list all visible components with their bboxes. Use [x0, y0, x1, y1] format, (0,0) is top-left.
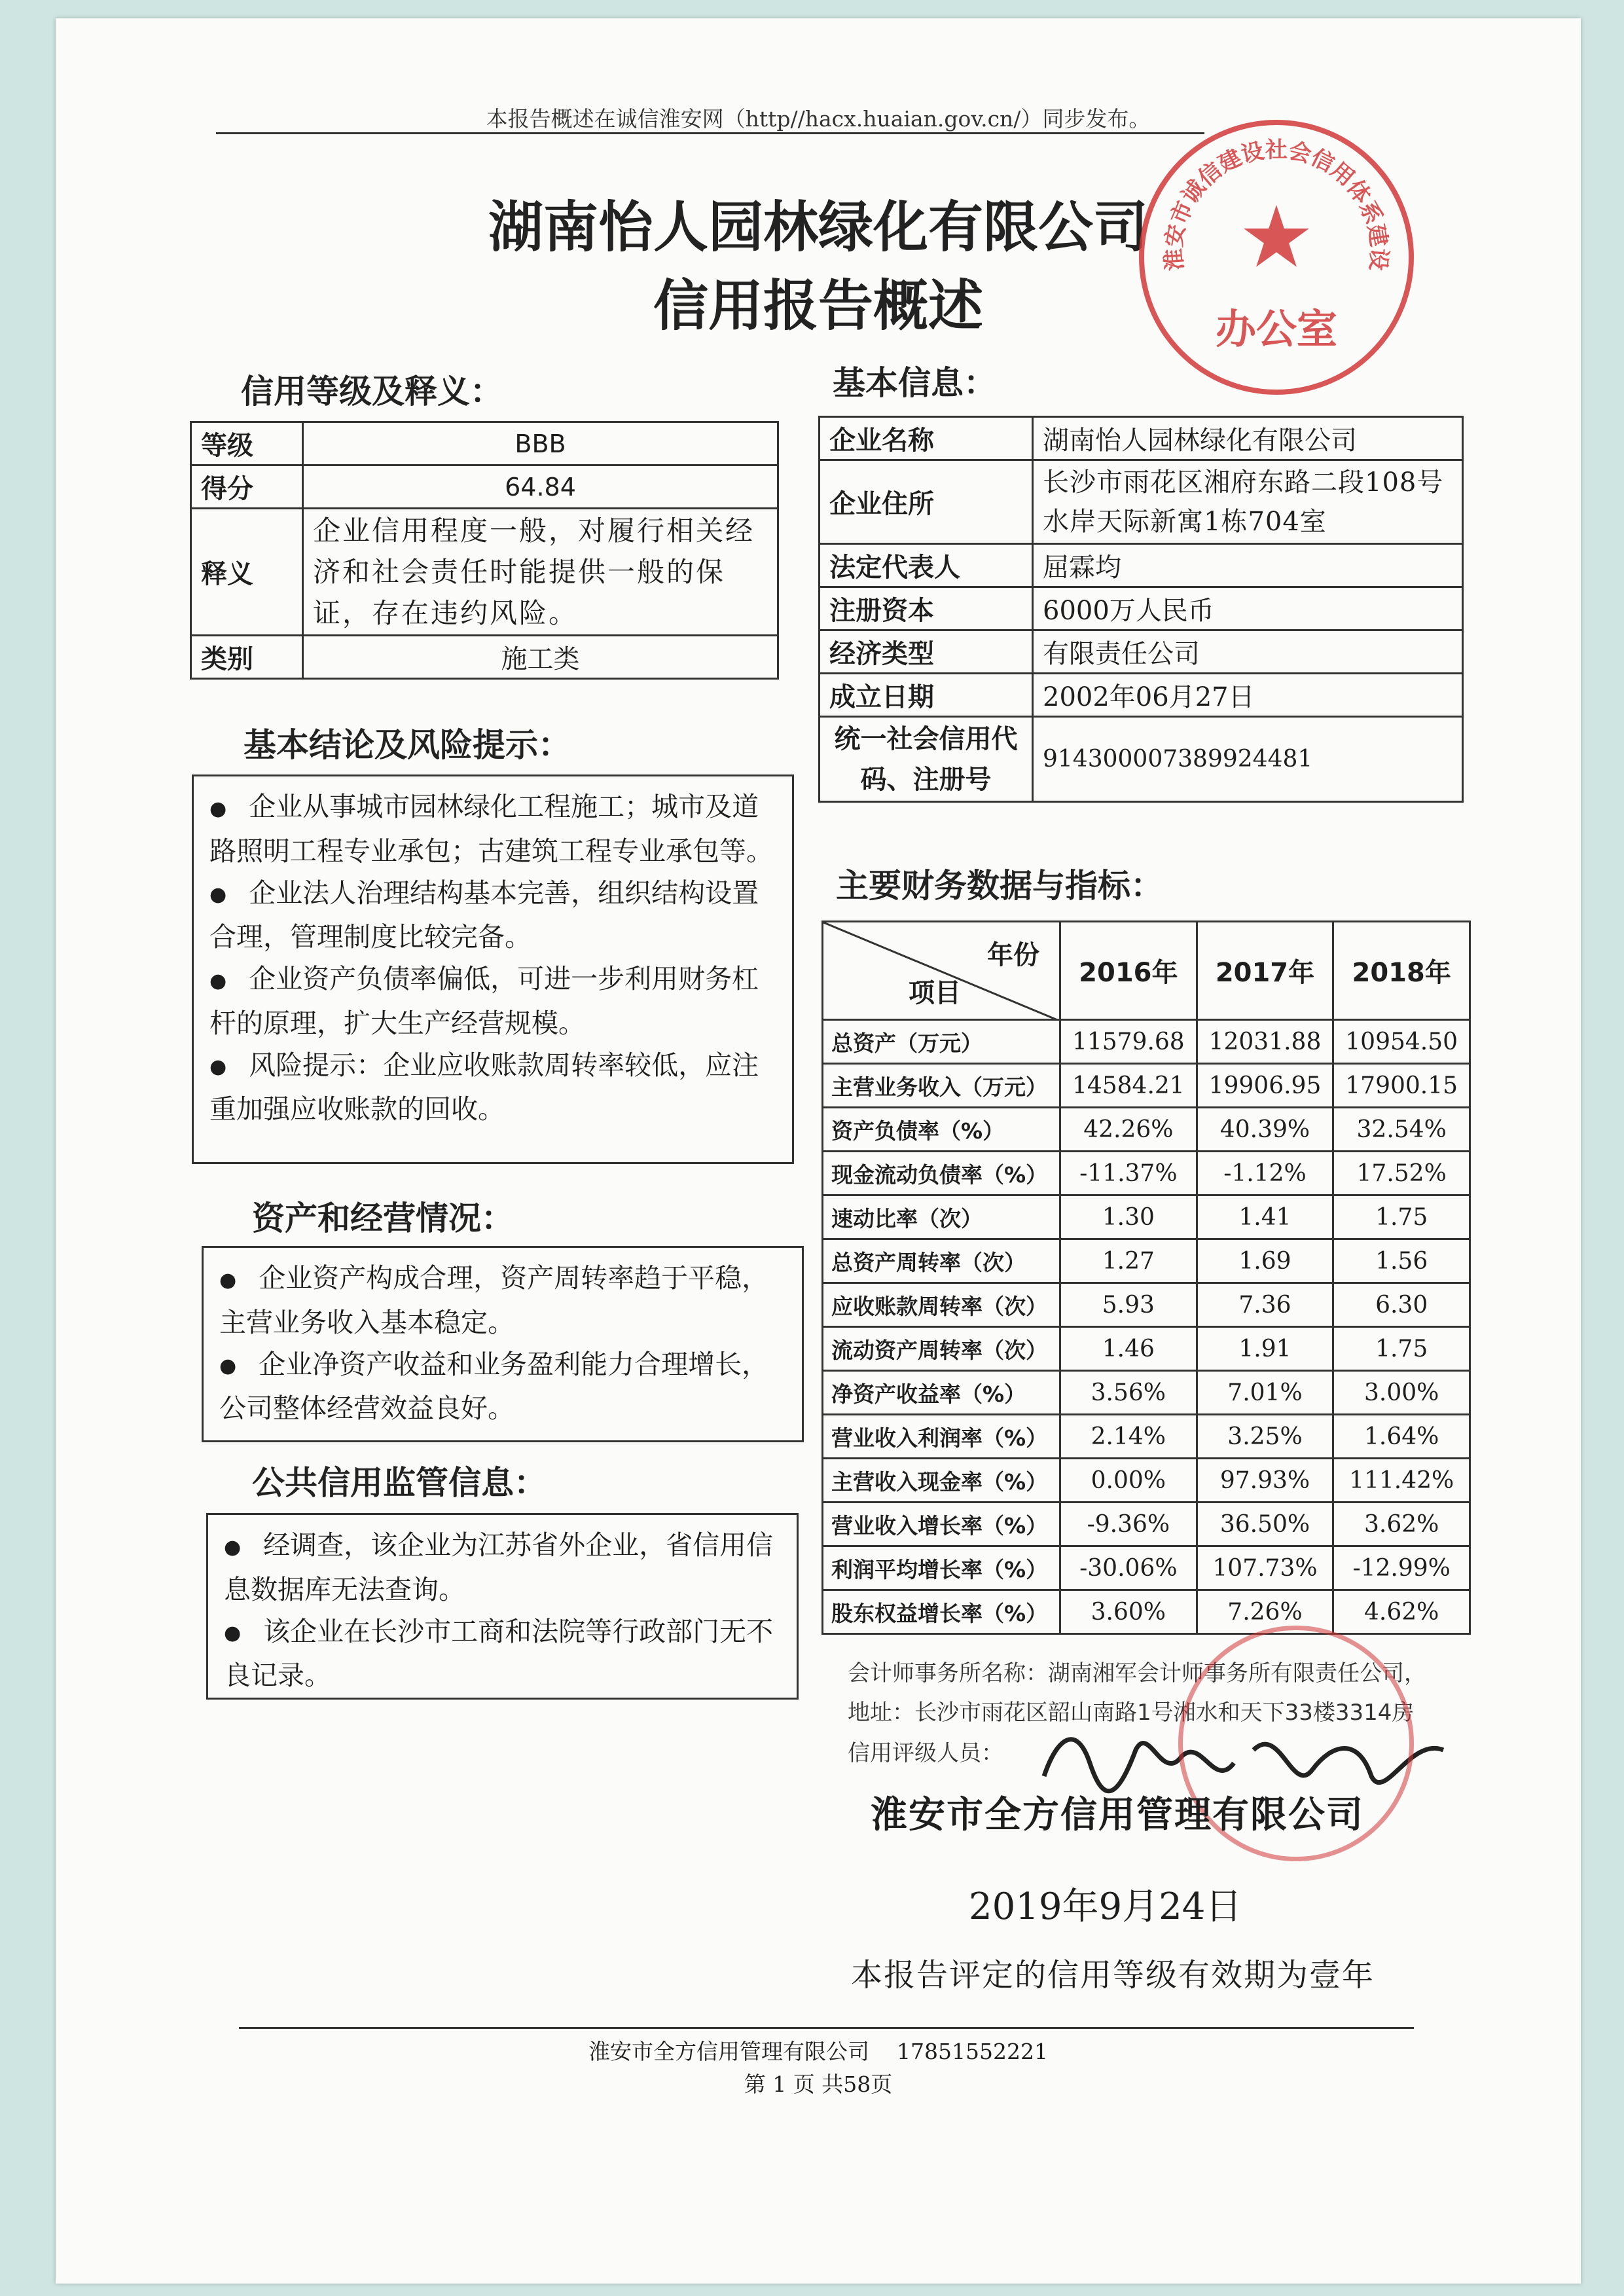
header-rule — [216, 132, 1204, 134]
finance-cell: 1.75 — [1333, 1195, 1470, 1239]
finance-cell: 19906.95 — [1197, 1064, 1333, 1108]
report-page — [56, 18, 1581, 2284]
year-header: 2017年 — [1197, 922, 1333, 1020]
official-seal — [1139, 120, 1414, 395]
list-item: ● 企业从事城市园林绿化工程施工；城市及道路照明工程专业承包；古建筑工程专业承包等。 — [209, 791, 773, 867]
finance-row-label: 利润平均增长率（%） — [823, 1546, 1060, 1590]
finance-cell: 1.41 — [1197, 1195, 1333, 1239]
finance-cell: -9.36% — [1060, 1503, 1197, 1546]
seal-star-icon: ★ — [1238, 187, 1315, 287]
seal-office-text: 办公室 — [1215, 305, 1337, 353]
finance-cell: 3.62% — [1333, 1503, 1470, 1546]
bullet-icon: ● — [219, 1268, 237, 1292]
finance-body — [823, 1020, 1470, 1634]
corner-item-label: 项目 — [909, 978, 961, 1008]
finance-cell: 10954.50 — [1333, 1020, 1470, 1064]
company-address-value: 长沙市雨花区湘府东路二段108号水岸天际新寓1栋704室 — [1033, 460, 1463, 544]
finance-cell: 1.27 — [1060, 1239, 1197, 1283]
credit-grade: BBB — [303, 422, 778, 465]
public-box — [206, 1513, 799, 1700]
public-section-title: 公共信用监管信息： — [252, 1464, 547, 1502]
finance-cell: 1.75 — [1333, 1327, 1470, 1371]
finance-cell: -11.37% — [1060, 1152, 1197, 1195]
bullet-icon: ● — [209, 969, 227, 993]
credit-code-value: 914300007389924481 — [1033, 717, 1463, 802]
finance-row-label: 应收账款周转率（次） — [823, 1283, 1060, 1327]
table-row — [823, 1459, 1470, 1503]
basic-label: 法定代表人 — [820, 544, 1033, 587]
finance-cell: 1.46 — [1060, 1327, 1197, 1371]
table-row — [823, 1327, 1470, 1371]
basic-section-title: 基本信息： — [833, 364, 996, 402]
accountant-name: 会计师事务所名称：湖南湘军会计师事务所有限责任公司， — [848, 1660, 1426, 1686]
report-title: 信用报告概述 — [653, 274, 983, 338]
finance-cell: 17900.15 — [1333, 1064, 1470, 1108]
list-item: ● 风险提示：企业应收账款周转率较低，应注重加强应收账款的回收。 — [209, 1049, 759, 1125]
finance-cell: 3.60% — [1060, 1590, 1197, 1634]
bullet-icon: ● — [209, 883, 227, 906]
basic-label: 企业名称 — [820, 417, 1033, 460]
finance-cell: 6.30 — [1333, 1283, 1470, 1327]
basic-info-table — [818, 416, 1464, 803]
finance-cell: 111.42% — [1333, 1459, 1470, 1503]
conclusion-section-title: 基本结论及风险提示： — [244, 726, 571, 764]
finance-cell: 7.01% — [1197, 1371, 1333, 1415]
publication-note: 本报告概述在诚信淮安网（http//hacx.huaian.gov.cn/）同步发布。 — [486, 106, 1151, 132]
finance-cell: 17.52% — [1333, 1152, 1470, 1195]
finance-cell: 5.93 — [1060, 1283, 1197, 1327]
table-row — [191, 422, 778, 465]
finance-cell: 3.56% — [1060, 1371, 1197, 1415]
list-item: ● 经调查，该企业为江苏省外企业，省信用信息数据库无法查询。 — [224, 1529, 774, 1605]
finance-cell: 7.26% — [1197, 1590, 1333, 1634]
year-header: 2016年 — [1060, 922, 1197, 1020]
economic-type-value: 有限责任公司 — [1033, 630, 1463, 674]
bullet-icon: ● — [224, 1535, 242, 1559]
bullet-icon: ● — [219, 1355, 237, 1377]
credit-definition: 企业信用程度一般，对履行相关经济和社会责任时能提供一般的保证，存在违约风险。 — [303, 509, 778, 636]
table-row — [820, 460, 1463, 544]
legal-rep-value: 屈霖均 — [1033, 544, 1463, 587]
established-date-value: 2002年06月27日 — [1033, 674, 1463, 717]
table-row — [823, 1108, 1470, 1152]
credit-label: 类别 — [191, 636, 303, 679]
finance-row-label: 主营收入现金率（%） — [823, 1459, 1060, 1503]
table-row — [823, 1415, 1470, 1459]
assets-section-title: 资产和经营情况： — [252, 1199, 514, 1237]
validity-note: 本报告评定的信用等级有效期为壹年 — [851, 1957, 1375, 1994]
rating-company: 淮安市全方信用管理有限公司 — [871, 1794, 1364, 1836]
finance-cell: 3.00% — [1333, 1371, 1470, 1415]
finance-cell: 7.36 — [1197, 1283, 1333, 1327]
finance-cell: 32.54% — [1333, 1108, 1470, 1152]
finance-row-label: 净资产收益率（%） — [823, 1371, 1060, 1415]
accountant-address: 地址：长沙市雨花区韶山南路1号湘水和天下33楼3314房 — [848, 1700, 1415, 1726]
finance-cell: 2.14% — [1060, 1415, 1197, 1459]
table-row — [823, 922, 1470, 1020]
finance-cell: -1.12% — [1197, 1152, 1333, 1195]
table-row — [823, 1283, 1470, 1327]
table-row — [823, 1503, 1470, 1546]
finance-cell: -30.06% — [1060, 1546, 1197, 1590]
finance-cell: 1.56 — [1333, 1239, 1470, 1283]
finance-cell: -12.99% — [1333, 1546, 1470, 1590]
footer-company-phone: 淮安市全方信用管理有限公司 17851552221 — [588, 2039, 1048, 2064]
footer-rule — [239, 2027, 1414, 2029]
finance-cell: 4.62% — [1333, 1590, 1470, 1634]
finance-table — [821, 920, 1471, 1635]
finance-corner-cell — [823, 922, 1060, 1020]
list-item: ● 企业资产构成合理，资产周转率趋于平稳，主营业务收入基本稳定。 — [219, 1262, 769, 1338]
table-row — [191, 509, 778, 636]
table-row — [823, 1195, 1470, 1239]
table-row — [823, 1546, 1470, 1590]
basic-label: 经济类型 — [820, 630, 1033, 674]
assets-box — [202, 1246, 804, 1442]
table-row — [823, 1020, 1470, 1064]
bullet-icon: ● — [209, 1055, 227, 1078]
finance-cell: 42.26% — [1060, 1108, 1197, 1152]
table-row — [820, 587, 1463, 630]
basic-label: 统一社会信用代码、注册号 — [820, 717, 1033, 802]
finance-cell: 1.69 — [1197, 1239, 1333, 1283]
finance-row-label: 股东权益增长率（%） — [823, 1590, 1060, 1634]
credit-table — [190, 421, 779, 680]
finance-cell: 36.50% — [1197, 1503, 1333, 1546]
list-item: ● 企业净资产收益和业务盈利能力合理增长，公司整体经营效益良好。 — [219, 1348, 769, 1424]
list-item: ● 企业法人治理结构基本完善，组织结构设置合理，管理制度比较完备。 — [209, 877, 759, 953]
basic-label: 注册资本 — [820, 587, 1033, 630]
company-title: 湖南怡人园林绿化有限公司 — [488, 195, 1148, 259]
table-row — [191, 465, 778, 509]
credit-score: 64.84 — [303, 465, 778, 509]
credit-label: 释义 — [191, 509, 303, 636]
table-row — [820, 630, 1463, 674]
finance-cell: 0.00% — [1060, 1459, 1197, 1503]
credit-category: 施工类 — [303, 636, 778, 679]
table-row — [823, 1239, 1470, 1283]
finance-cell: 1.30 — [1060, 1195, 1197, 1239]
finance-row-label: 主营业务收入（万元） — [823, 1064, 1060, 1108]
basic-label: 成立日期 — [820, 674, 1033, 717]
finance-row-label: 资产负债率（%） — [823, 1108, 1060, 1152]
table-row — [823, 1064, 1470, 1108]
svg-text:淮安市诚信建设社会信用体系建设工作领导小组: 淮安市诚信建设社会信用体系建设 — [1161, 137, 1392, 272]
finance-cell: 11579.68 — [1060, 1020, 1197, 1064]
table-row — [820, 717, 1463, 802]
year-header: 2018年 — [1333, 922, 1470, 1020]
table-row — [820, 417, 1463, 460]
bullet-icon: ● — [224, 1622, 242, 1645]
rater-label: 信用评级人员： — [848, 1740, 1003, 1766]
registered-capital-value: 6000万人民币 — [1033, 587, 1463, 630]
finance-row-label: 流动资产周转率（次） — [823, 1327, 1060, 1371]
finance-row-label: 现金流动负债率（%） — [823, 1152, 1060, 1195]
finance-cell: 12031.88 — [1197, 1020, 1333, 1064]
finance-row-label: 营业收入增长率（%） — [823, 1503, 1060, 1546]
finance-cell: 1.64% — [1333, 1415, 1470, 1459]
table-row — [820, 674, 1463, 717]
list-item: ● 该企业在长沙市工商和法院等行政部门无不良记录。 — [224, 1615, 774, 1691]
corner-year-label: 年份 — [987, 940, 1039, 970]
table-row — [191, 636, 778, 679]
finance-cell: 1.91 — [1197, 1327, 1333, 1371]
bullet-icon: ● — [209, 797, 227, 820]
company-name-value: 湖南怡人园林绿化有限公司 — [1033, 417, 1463, 460]
list-item: ● 企业资产负债率偏低，可进一步利用财务杠杆的原理，扩大生产经营规模。 — [209, 963, 759, 1039]
finance-row-label: 速动比率（次） — [823, 1195, 1060, 1239]
finance-row-label: 总资产周转率（次） — [823, 1239, 1060, 1283]
table-row — [820, 544, 1463, 587]
table-row — [823, 1152, 1470, 1195]
finance-cell: 97.93% — [1197, 1459, 1333, 1503]
finance-cell: 3.25% — [1197, 1415, 1333, 1459]
finance-cell: 40.39% — [1197, 1108, 1333, 1152]
page-number: 第 1 页 共58页 — [744, 2071, 893, 2097]
credit-label: 得分 — [191, 465, 303, 509]
finance-section-title: 主要财务数据与指标： — [836, 867, 1163, 905]
finance-row-label: 营业收入利润率（%） — [823, 1415, 1060, 1459]
conclusion-box — [192, 774, 794, 1164]
table-row — [823, 1590, 1470, 1634]
credit-section-title: 信用等级及释义： — [241, 373, 503, 410]
finance-cell: 14584.21 — [1060, 1064, 1197, 1108]
credit-label: 等级 — [191, 422, 303, 465]
finance-cell: 107.73% — [1197, 1546, 1333, 1590]
report-date: 2019年9月24日 — [969, 1886, 1242, 1928]
basic-label: 企业住所 — [820, 460, 1033, 544]
finance-row-label: 总资产（万元） — [823, 1020, 1060, 1064]
table-row — [823, 1371, 1470, 1415]
